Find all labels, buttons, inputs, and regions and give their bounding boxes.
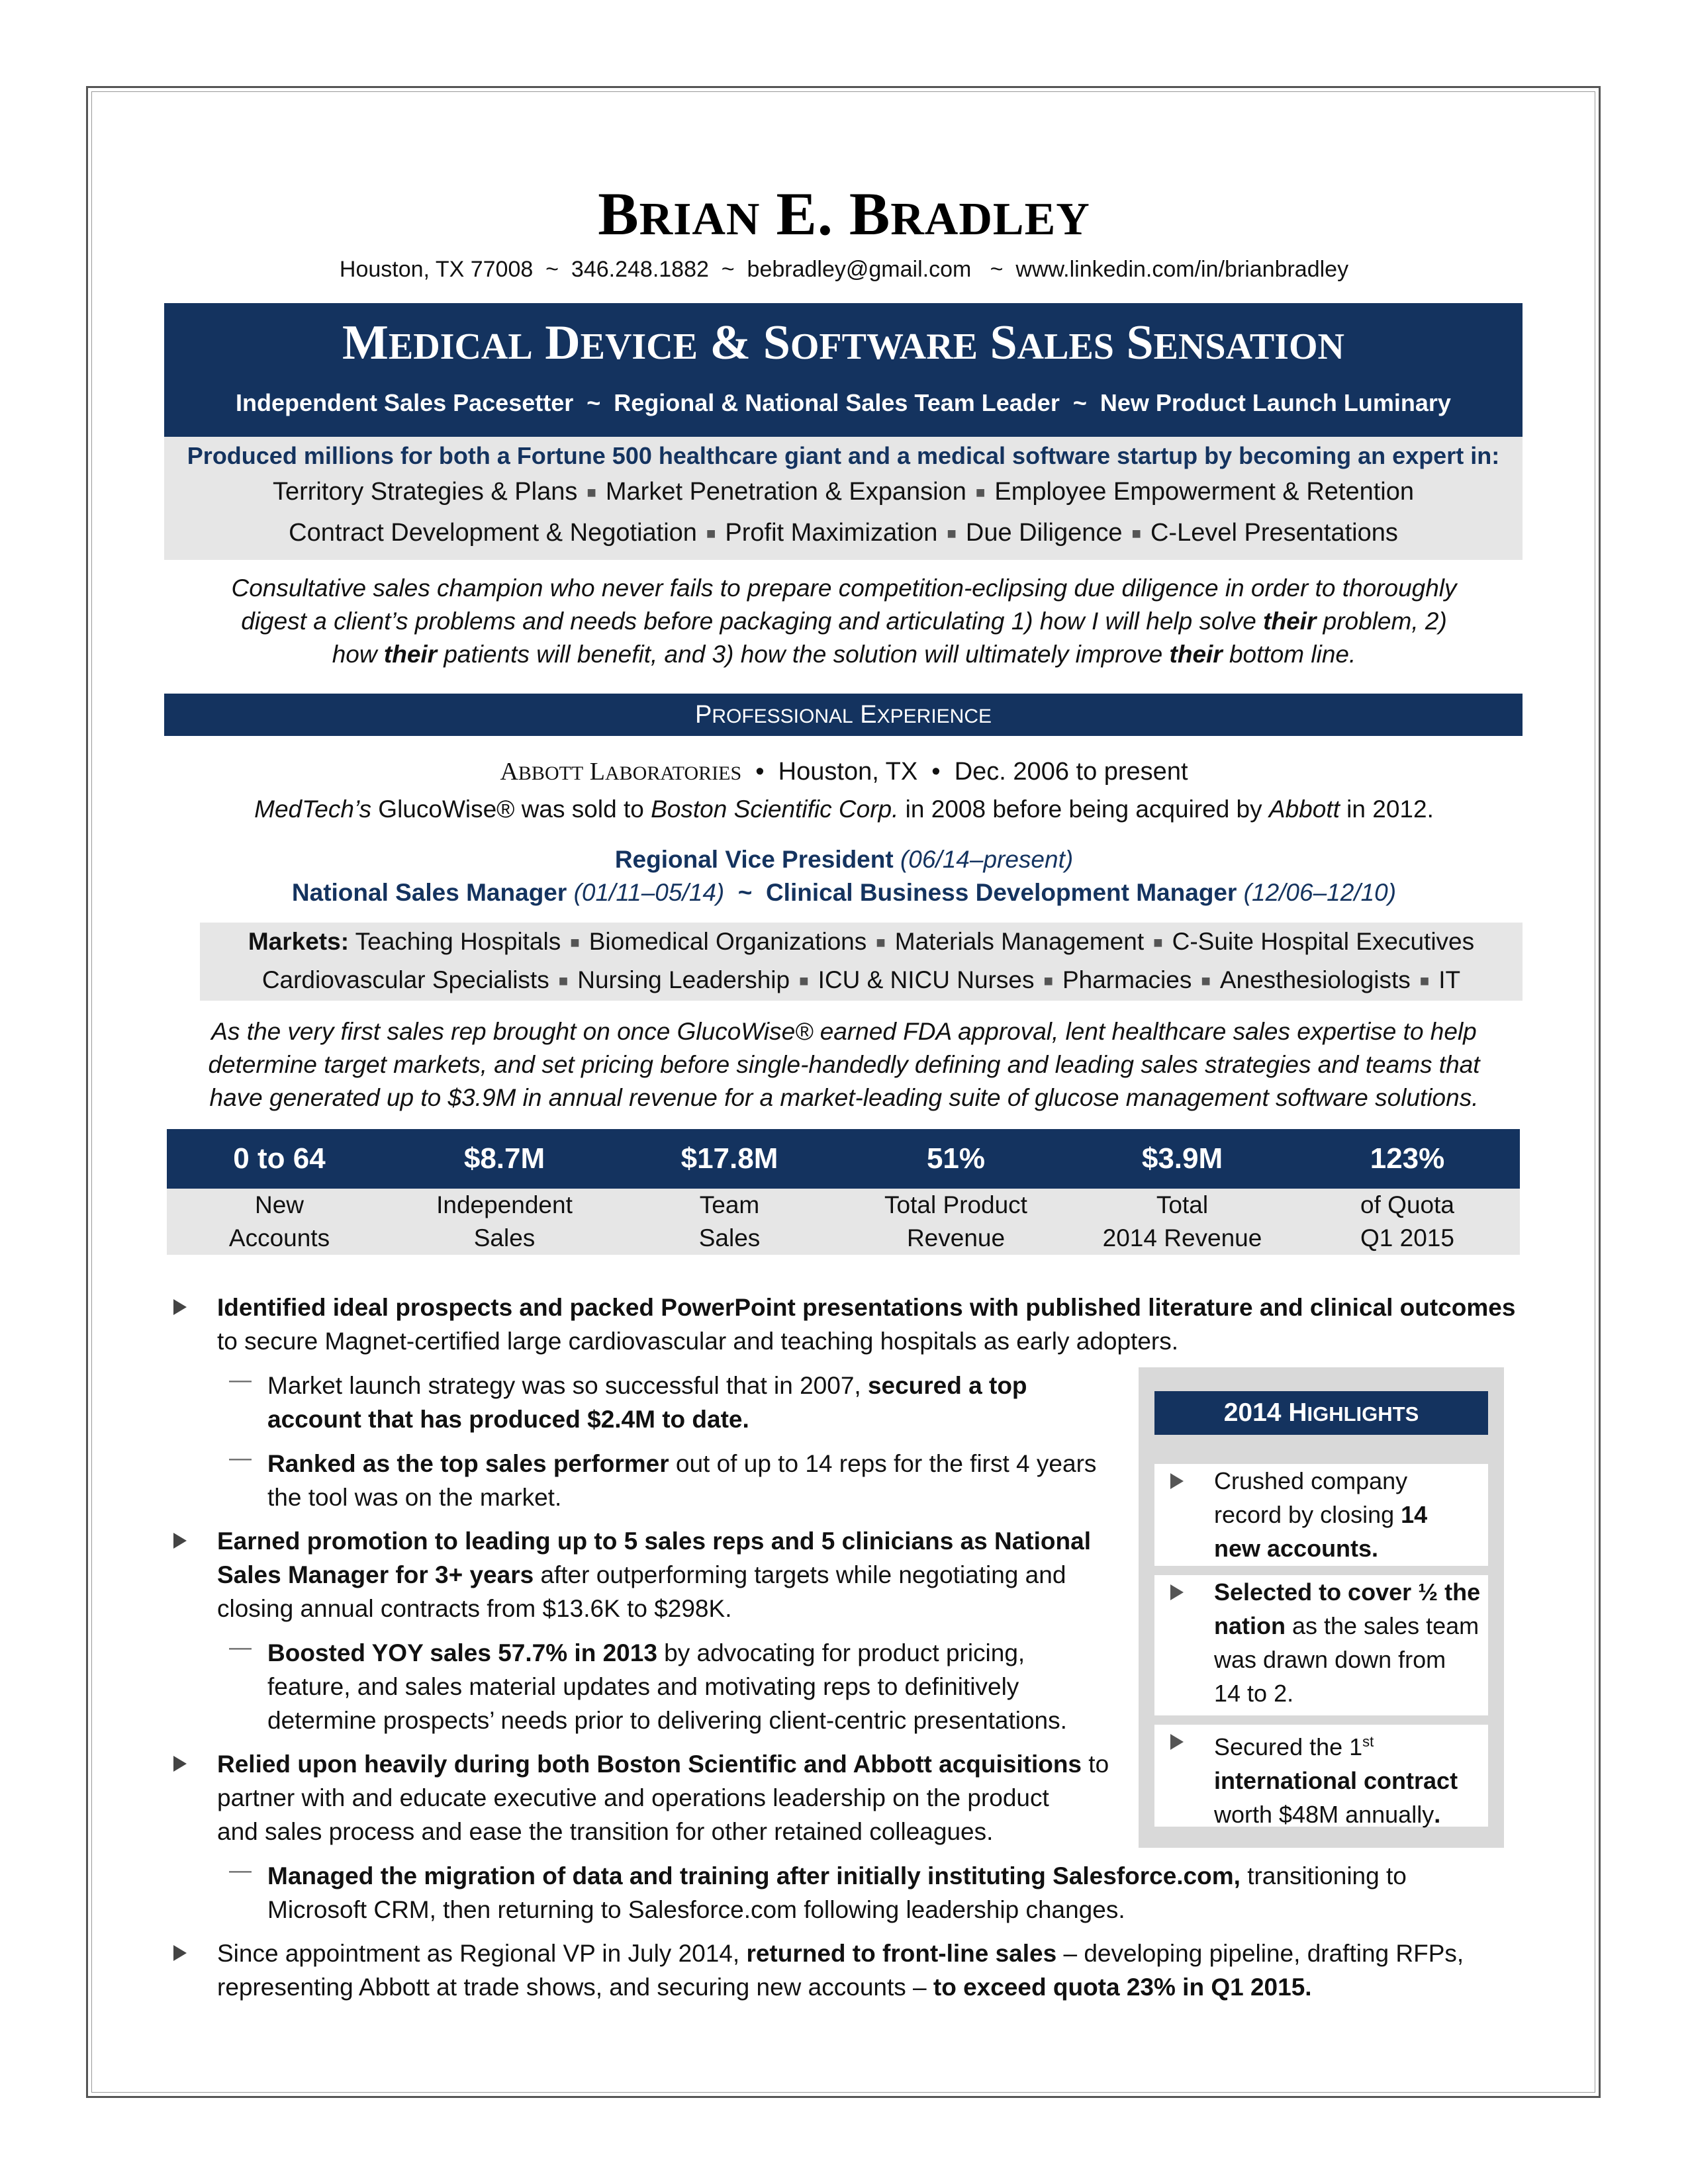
metric-value: $17.8M xyxy=(680,1142,778,1175)
sub-bullet-4-line-2: Microsoft CRM, then returning to Salesforce.com following leadership changes. xyxy=(267,1896,1125,1923)
section-header-experience: PROFESSIONAL EXPERIENCE xyxy=(164,694,1523,736)
sub-bullet-3-line-2: feature, and sales material updates and motivating reps to definitively xyxy=(267,1673,1019,1700)
square-bullet-icon: ■ xyxy=(1201,972,1211,991)
square-bullet-icon: ■ xyxy=(570,934,580,952)
expertise-item: C-Level Presentations xyxy=(1150,519,1398,547)
metric-label: Team Sales xyxy=(698,1191,761,1251)
triangle-bullet-icon xyxy=(1170,1473,1184,1489)
role-summary-line: have generated up to $3.9M in annual revenue for a market-leading suite of glucose management software solutions. xyxy=(209,1084,1479,1111)
metric-label: Total Product Revenue xyxy=(884,1191,1027,1251)
bullet-3-line-2: partner with and educate executive and operations leadership on the product xyxy=(217,1784,1049,1811)
summary-line: Consultative sales champion who never fails to prepare competition-eclipsing due diligence in order to thoroughly xyxy=(231,574,1457,602)
dash-bullet-icon: — xyxy=(229,1635,252,1660)
square-bullet-icon: ■ xyxy=(947,524,957,543)
role-summary-line: determine target markets, and set pricing before single-handedly defining and leading sales strategies and teams that xyxy=(208,1051,1480,1078)
triangle-bullet-icon xyxy=(1170,1734,1184,1750)
sub-bullet-3-line-1: Boosted YOY sales 57.7% in 2013 by advocating for product pricing, xyxy=(267,1639,1025,1666)
headline-banner xyxy=(164,303,1523,437)
square-bullet-icon: ■ xyxy=(558,972,569,991)
dash-bullet-icon: — xyxy=(229,1367,252,1392)
job-title-nsm-cbdm: National Sales Manager (01/11–05/14) ~ Clinical Business Development Manager (12/06–12/10) xyxy=(291,879,1397,906)
square-bullet-icon: ■ xyxy=(975,483,986,502)
expertise-row-1 xyxy=(164,478,1523,506)
metric-value: $3.9M xyxy=(1141,1142,1223,1175)
acquisition-note: MedTech’s GlucoWise® was sold to Boston Scientific Corp. in 2008 before being acquired by Abbott in 2012. xyxy=(254,796,1434,823)
triangle-bullet-icon xyxy=(173,1945,187,1961)
bullet-1-line-1: Identified ideal prospects and packed PowerPoint presentations with published literature and clinical outcomes xyxy=(217,1294,1516,1321)
headline-subtitle: Independent Sales Pacesetter ~ Regional & National Sales Team Leader ~ New Product Launch Luminary xyxy=(236,389,1451,416)
sub-bullet-4-line-1: Managed the migration of data and training after initially instituting Salesforce.com, transitioning to xyxy=(267,1862,1407,1889)
metric-label: Total 2014 Revenue xyxy=(1102,1191,1262,1251)
square-bullet-icon: ■ xyxy=(1131,524,1141,543)
markets-row-2: Cardiovascular Specialists ■ Nursing Leadership ■ ICU & NICU Nurses ■ Pharmacies ■ Anesthesiologists ■ IT xyxy=(261,966,1461,993)
candidate-name: BRIAN E. BRADLEY xyxy=(598,180,1090,248)
expertise-item: Employee Empowerment & Retention xyxy=(994,478,1415,506)
expertise-item: Profit Maximization xyxy=(725,519,938,547)
metric-value: $8.7M xyxy=(463,1142,545,1175)
contact-line: Houston, TX 77008 ~ 346.248.1882 ~ bebradley@gmail.com ~ www.linkedin.com/in/brianbradley xyxy=(339,257,1349,282)
metrics-table xyxy=(167,1129,1520,1255)
metrics-labels-row xyxy=(167,1189,1520,1255)
triangle-bullet-icon xyxy=(173,1533,187,1549)
metric-value: 0 to 64 xyxy=(233,1142,326,1175)
metric-value: 51% xyxy=(926,1142,986,1175)
square-bullet-icon: ■ xyxy=(1153,934,1163,952)
highlights-box xyxy=(1139,1367,1504,1848)
metric-value: 123% xyxy=(1370,1142,1445,1175)
role-summary-line: As the very first sales rep brought on once GlucoWise® earned FDA approval, lent healthcare sales expertise to help xyxy=(211,1018,1477,1045)
square-bullet-icon: ■ xyxy=(1043,972,1053,991)
triangle-bullet-icon xyxy=(173,1299,187,1315)
expertise-item: Due Diligence xyxy=(965,519,1123,547)
bullet-2-line-3: closing annual contracts from $13.6K to $298K. xyxy=(217,1595,732,1622)
bullet-4-line-2: representing Abbott at trade shows, and securing new accounts – to exceed quota 23% in Q1 2015. xyxy=(217,1974,1312,2001)
triangle-bullet-icon xyxy=(1170,1584,1184,1600)
square-bullet-icon: ■ xyxy=(586,483,596,502)
sub-bullet-1-line-2: account that has produced $2.4M to date. xyxy=(267,1406,749,1433)
summary-paragraph xyxy=(165,572,1523,671)
square-bullet-icon: ■ xyxy=(876,934,886,952)
triangle-bullet-icon xyxy=(173,1756,187,1772)
highlight-item-3: Secured the 1st international contract worth $48M annually. xyxy=(1154,1725,1488,1827)
metric-label: Independent Sales xyxy=(436,1191,573,1251)
sub-bullet-2-line-2: the tool was on the market. xyxy=(267,1484,562,1511)
expertise-row-2 xyxy=(164,519,1523,547)
bullet-4-line-1: Since appointment as Regional VP in July 2014, returned to front-line sales – developing pipeline, drafting RFPs, xyxy=(217,1940,1464,1967)
expertise-title: Produced millions for both a Fortune 500 healthcare giant and a medical software startup by becoming an expert in: xyxy=(187,442,1500,469)
sub-bullet-3-line-3: determine prospects’ needs prior to delivering client-centric presentations. xyxy=(267,1707,1067,1734)
highlight-item-1: Crushed company record by closing 14 new accounts. xyxy=(1154,1464,1488,1566)
square-bullet-icon: ■ xyxy=(706,524,716,543)
summary-line: digest a client’s problems and needs before packaging and articulating 1) how I will help solve their problem, 2) xyxy=(241,608,1447,635)
bullet-2-line-2: Sales Manager for 3+ years after outperforming targets while negotiating and xyxy=(217,1561,1066,1588)
expertise-item: Territory Strategies & Plans xyxy=(272,478,578,506)
metrics-values-row xyxy=(167,1129,1520,1189)
metric-label: New Accounts xyxy=(228,1191,330,1251)
summary-line: how their patients will benefit, and 3) how the solution will ultimately improve their bottom line. xyxy=(332,641,1356,668)
bullet-1-line-2: to secure Magnet-certified large cardiovascular and teaching hospitals as early adopters. xyxy=(217,1328,1179,1355)
metric-label: of Quota Q1 2015 xyxy=(1360,1191,1454,1251)
markets-box xyxy=(200,923,1523,1001)
square-bullet-icon: ■ xyxy=(1419,972,1430,991)
markets-row-1: Markets: Teaching Hospitals ■ Biomedical Organizations ■ Materials Management ■ C-Suite Hospital Executives xyxy=(248,928,1475,955)
highlight-item-2: Selected to cover ½ the nation as the sales team was drawn down from 14 to 2. xyxy=(1154,1575,1488,1715)
sub-bullet-1-line-1: Market launch strategy was so successful that in 2007, secured a top xyxy=(267,1372,1027,1399)
bullet-3-line-1: Relied upon heavily during both Boston Scientific and Abbott acquisitions to xyxy=(217,1751,1109,1778)
square-bullet-icon: ■ xyxy=(799,972,809,991)
company-line: ABBOTT LABORATORIES • Houston, TX • Dec. 2006 to present xyxy=(500,758,1188,786)
expertise-box xyxy=(164,437,1523,560)
expertise-item: Market Penetration & Expansion xyxy=(605,478,966,506)
sub-bullet-2-line-1: Ranked as the top sales performer out of up to 14 reps for the first 4 years xyxy=(267,1450,1097,1477)
job-title-rvp: Regional Vice President (06/14–present) xyxy=(614,846,1074,873)
bullet-2-line-1: Earned promotion to leading up to 5 sales reps and 5 clinicians as National xyxy=(217,1527,1091,1555)
highlights-title: 2014 HIGHLIGHTS xyxy=(1154,1391,1488,1435)
dash-bullet-icon: — xyxy=(229,1858,252,1883)
expertise-item: Contract Development & Negotiation xyxy=(289,519,697,547)
headline-title: MEDICAL DEVICE & SOFTWARE SALES SENSATION xyxy=(342,316,1344,370)
dash-bullet-icon: — xyxy=(229,1445,252,1471)
bullet-3-line-3: and sales process and ease the transition for other retained colleagues. xyxy=(217,1818,994,1845)
role-summary xyxy=(165,1015,1523,1115)
